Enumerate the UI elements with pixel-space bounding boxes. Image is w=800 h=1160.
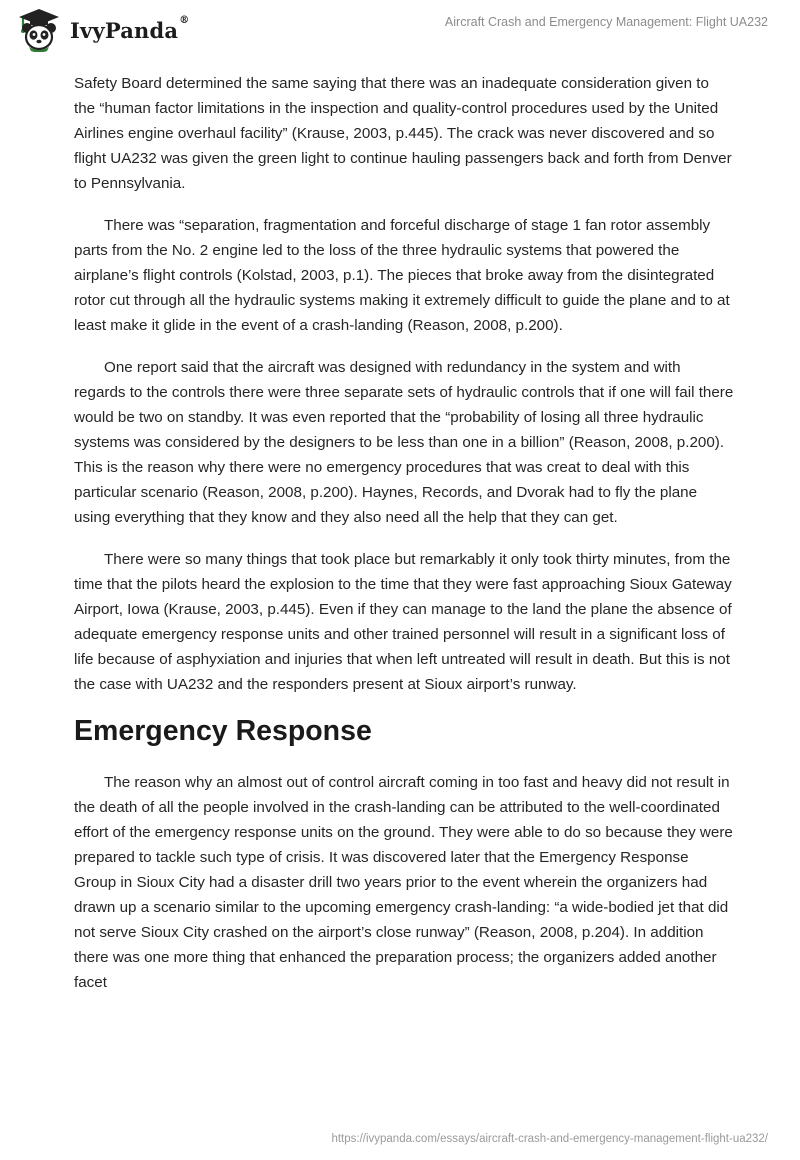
- paragraph-1: Safety Board determined the same saying that there was an inadequate consideration given to the “human factor limitations in the inspection and quality-control procedures used by the United Airlines engine overhaul facility” (Krause, 2003, p.445). The crack was never discovered and so flight UA232 was given the green light to continue hauling passengers back and forth from Denver to Pennsylvania.: [74, 75, 732, 192]
- panda-graduate-icon: [14, 8, 64, 52]
- paragraph-4: There were so many things that took place but remarkably it only took thirty minutes, from the time that the pilots heard the explosion to the time that they were fast approaching Sioux Gateway Airport, Iowa (Krause, 2003, p.445). Even if they can manage to the land the plane the absence of adequate emergency response units and other trained personnel will result in a significant loss of life because of asphyxiation and injuries that when left untreated will result in death. But this is not the case with UA232 and the responders present at Sioux airport’s runway.: [74, 551, 732, 693]
- registered-mark: ®: [179, 14, 190, 26]
- brand-text: IvyPanda: [70, 17, 179, 43]
- brand-name: [70, 14, 190, 43]
- essay-body: [74, 71, 734, 1012]
- document-title: Aircraft Crash and Emergency Management: Flight UA232: [444, 15, 768, 29]
- paragraph-5: The reason why an almost out of control aircraft coming in too fast and heavy did not result in the death of all the people involved in the crash-landing can be attributed to the well-coordinated effort of the emergency response units on the ground. They were able to do so because they were prepared to tackle such type of crisis. It was discovered later that the Emergency Response Group in Sioux City had a disaster drill two years prior to the event wherein the organizers had drawn up a scenario similar to the upcoming emergency crash-landing: “a wide-bodied jet that did not serve Sioux City crashed on the airport’s close runway” (Reason, 2008, p.204). In addition there was one more thing that enhanced the preparation process; the organizers added another facet: [74, 774, 733, 991]
- paragraph-3: One report said that the aircraft was designed with redundancy in the system and with regards to the controls there were three separate sets of hydraulic controls that if one will fail there would be two on standby. It was even reported that the “probability of losing all three hydraulic systems was considered by the designers to be less than one in a billion” (Reason, 2008, p.200). This is the reason why there were no emergency procedures that was creat to deal with this particular scenario (Reason, 2008, p.200). Haynes, Records, and Dvorak had to fly the plane using everything that they know and they also need all the help that they can get.: [74, 359, 734, 526]
- section-heading-emergency-response: Emergency Response: [74, 715, 372, 747]
- ivypanda-logo[interactable]: [14, 8, 189, 52]
- page-header: [0, 0, 800, 60]
- paragraph-2: There was “separation, fragmentation and forceful discharge of stage 1 fan rotor assembly parts from the No. 2 engine led to the loss of the three hydraulic systems that powered the airplane’s flight controls (Kolstad, 2003, p.1). The pieces that broke away from the disintegrated rotor cut through all the hydraulic systems making it extremely difficult to guide the plane and to at least make it glide in the event of a crash-landing (Reason, 2008, p.200).: [74, 217, 730, 334]
- source-url[interactable]: https://ivypanda.com/essays/aircraft-crash-and-emergency-management-flight-ua232/: [331, 1133, 768, 1145]
